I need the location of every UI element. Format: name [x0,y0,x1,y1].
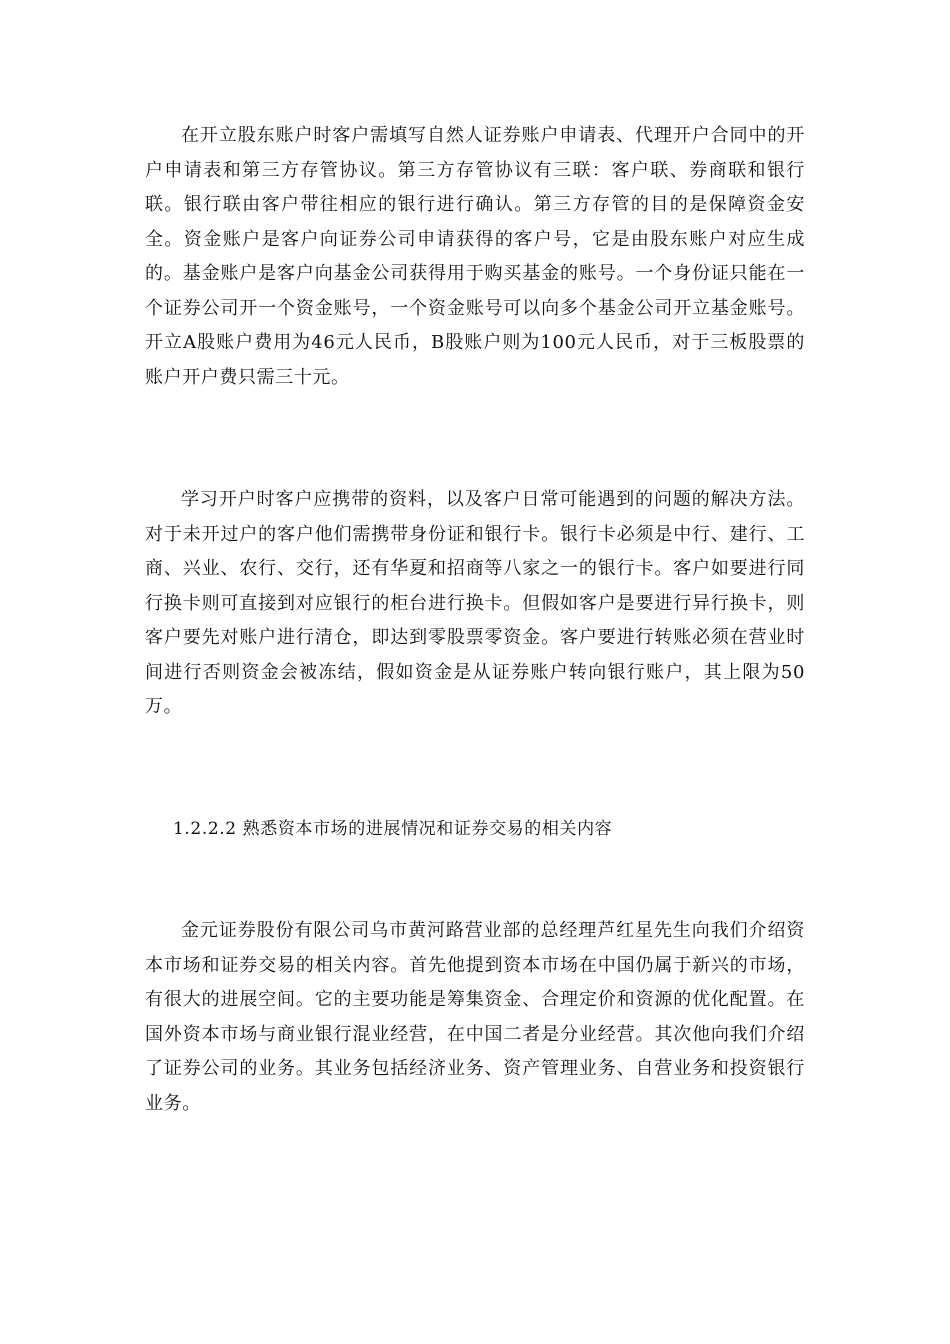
paragraph-account-opening: 在开立股东账户时客户需填写自然人证券账户申请表、代理开户合同中的开户申请表和第三方存管协议。第三方存管协议有三联：客户联、券商联和银行联。银行联由客户带往相应的银行进行确认。第三方存管的目的是保障资金安全。资金账户是客户向证券公司申请获得的客户号，它是由股东账户对应生成的。基金账户是客户向基金公司获得用于购买基金的账号。一个身份证只能在一个证券公司开一个资金账号，一个资金账号可以向多个基金公司开立基金账号。开立A股账户费用为46元人民币，B股账户则为100元人民币，对于三板股票的账户开户费只需三十元。 [145,125,805,388]
section-heading: 1.2.2.2 熟悉资本市场的进展情况和证券交易的相关内容 [173,819,613,839]
paragraph-client-documents: 学习开户时客户应携带的资料，以及客户日常可能遇到的问题的解决方法。对于未开过户的客户他们需携带身份证和银行卡。银行卡必须是中行、建行、工商、兴业、农行、交行，还有华夏和招商等八家之一的银行卡。客户如要进行同行换卡则可直接到对应银行的柜台进行换卡。但假如客户是要进行异行换卡，则客户要先对账户进行清仓，即达到零股票零资金。客户要进行转账必须在营业时间进行否则资金会被冻结，假如资金是从证券账户转向银行账户，其上限为50万。 [145,489,805,717]
paragraph-capital-market: 金元证券股份有限公司乌市黄河路营业部的总经理芦红星先生向我们介绍资本市场和证券交易的相关内容。首先他提到资本市场在中国仍属于新兴的市场，有很大的进展空间。它的主要功能是筹集资金、合理定价和资源的优化配置。在国外资本市场与商业银行混业经营，在中国二者是分业经营。其次他向我们介绍了证券公司的业务。其业务包括经济业务、资产管理业务、自营业务和投资银行业务。 [145,920,805,1114]
